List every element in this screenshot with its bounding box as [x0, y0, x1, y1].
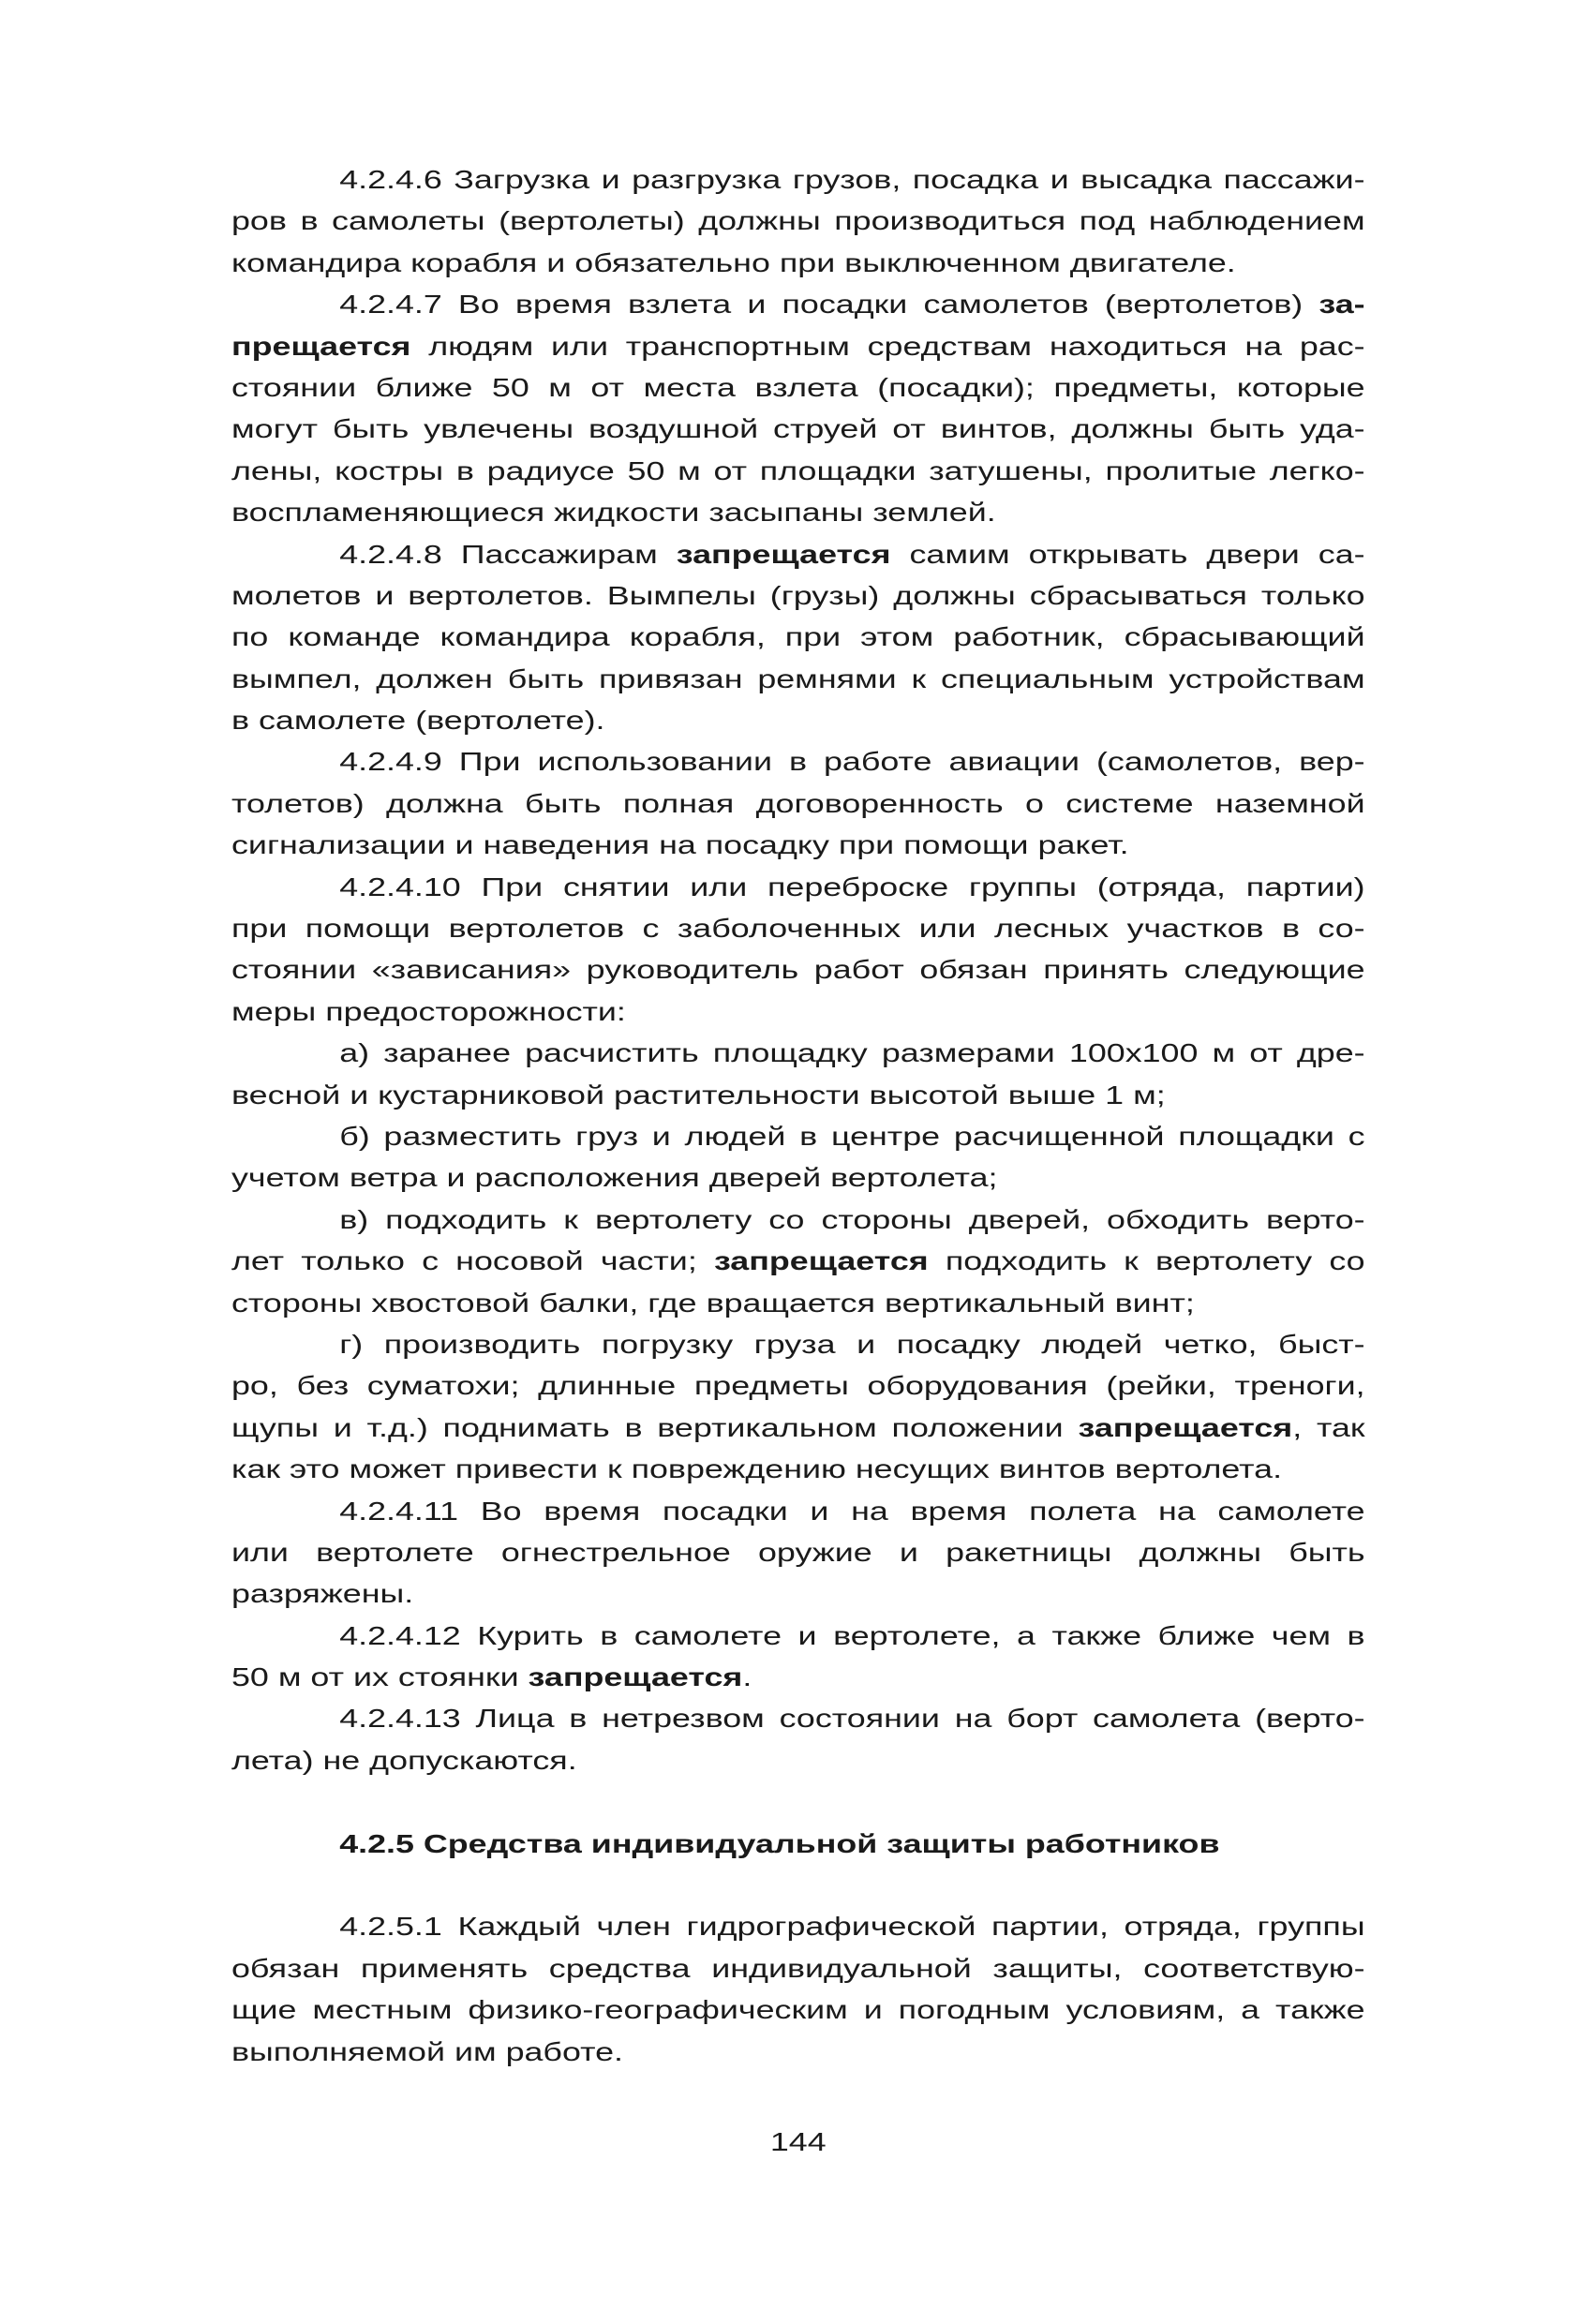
- text-line: [231, 534, 1365, 575]
- text-line: [231, 1491, 1365, 1532]
- text-line: [231, 783, 1365, 825]
- text: 4.2.4.13 Лица в нетрезвом состоянии на борт самолета (верто-: [339, 1704, 1365, 1734]
- text: как это может привести к повреждению несущих винтов вертолета.: [231, 1454, 1283, 1484]
- paragraph: [231, 1906, 1365, 2073]
- text: весной и кустарниковой растительности высотой выше 1 м;: [231, 1080, 1166, 1110]
- text-line: [231, 659, 1365, 700]
- text: или вертолете огнестрельное оружие и ракетницы должны быть: [231, 1537, 1365, 1567]
- text-line: [231, 367, 1365, 409]
- text: в самолете (вертолете).: [231, 706, 605, 736]
- text: самим открывать двери са-: [890, 539, 1365, 569]
- text: разряжены.: [231, 1579, 414, 1609]
- paragraph: [231, 867, 1365, 1034]
- text-line: [231, 1408, 1365, 1449]
- text-line: [231, 1532, 1365, 1573]
- blank-line: [231, 1781, 1365, 1823]
- text-line: [231, 1075, 1365, 1116]
- text-line: [231, 867, 1365, 908]
- text-line: [231, 451, 1365, 492]
- text: 4.2.4.11 Во время посадки и на время полета на самолете: [339, 1496, 1365, 1526]
- bold-text: запрещается: [676, 539, 891, 569]
- text-line: [231, 326, 1365, 367]
- text: г) производить погрузку груза и посадку людей четко, быст-: [339, 1329, 1365, 1359]
- text-line: [231, 492, 1365, 533]
- text-line: [231, 409, 1365, 450]
- text: обязан применять средства индивидуальной защиты, соответствую-: [231, 1953, 1365, 1983]
- text-line: [231, 991, 1365, 1033]
- text: , так: [1292, 1412, 1365, 1442]
- text: могут быть увлечены воздушной струей от винтов, должны быть уда-: [231, 414, 1365, 444]
- bold-text: запрещается: [1078, 1412, 1293, 1442]
- text: вымпел, должен быть привязан ремнями к специальным устройствам: [231, 663, 1365, 693]
- text: меры предосторожности:: [231, 996, 626, 1026]
- paragraph: [231, 1491, 1365, 1616]
- paragraph: [231, 1033, 1365, 1116]
- text: стоянии «зависания» руководитель работ обязан принять следующие: [231, 955, 1365, 985]
- text: лета) не допускаются.: [231, 1745, 577, 1775]
- text-line: [231, 1449, 1365, 1490]
- bold-text: запрещается: [713, 1246, 929, 1276]
- text: 4.2.4.9 При использовании в работе авиации (самолетов, вер-: [339, 747, 1365, 777]
- paragraph: [231, 1199, 1365, 1324]
- text-line: [231, 1824, 1365, 1865]
- text-line: [231, 284, 1365, 325]
- paragraph: [231, 1698, 1365, 1781]
- text: стоянии ближе 50 м от места взлета (посадки); предметы, которые: [231, 372, 1365, 402]
- text: сигнализации и наведения на посадку при помощи ракет.: [231, 830, 1129, 860]
- text-line: [231, 1989, 1365, 2031]
- text: учетом ветра и расположения дверей вертолета;: [231, 1163, 998, 1193]
- text-line: [231, 617, 1365, 658]
- text-line: [231, 243, 1365, 284]
- text: ро, без суматохи; длинные предметы оборудования (рейки, треноги,: [231, 1371, 1365, 1401]
- text-line: [231, 949, 1365, 991]
- page-number: 144: [769, 2127, 827, 2156]
- text: молетов и вертолетов. Вымпелы (грузы) должны сбрасываться только: [231, 580, 1365, 610]
- text-line: [231, 825, 1365, 866]
- paragraph: [231, 741, 1365, 866]
- paragraph: [231, 1116, 1365, 1199]
- text: лет только с носовой части;: [231, 1246, 714, 1276]
- text: по команде командира корабля, при этом работник, сбрасывающий: [231, 622, 1365, 652]
- text: лены, костры в радиусе 50 м от площадки затушены, пролитые легко-: [231, 455, 1365, 485]
- text-line: [231, 1616, 1365, 1657]
- bold-text: 4.2.5 Средства индивидуальной защиты работников: [339, 1828, 1220, 1858]
- text-line: [231, 1199, 1365, 1241]
- text: толетов) должна быть полная договоренность о системе наземной: [231, 788, 1365, 818]
- text-line: [231, 1906, 1365, 1947]
- text: людям или транспортным средствам находиться на рас-: [410, 331, 1365, 361]
- text-line: [231, 1573, 1365, 1615]
- text: 4.2.4.10 При снятии или переброске группы (отряда, партии): [339, 872, 1365, 901]
- text-line: [231, 1948, 1365, 1989]
- blank-line: [231, 1865, 1365, 1906]
- text: 4.2.5.1 Каждый член гидрографической партии, отряда, группы: [339, 1912, 1365, 1942]
- text: подходить к вертолету со: [928, 1246, 1365, 1276]
- section-heading: [231, 1824, 1365, 1865]
- text: 4.2.4.6 Загрузка и разгрузка грузов, посадка и высадка пассажи-: [339, 165, 1365, 194]
- text-line: [231, 1283, 1365, 1324]
- text-line: [231, 201, 1365, 242]
- text: воспламеняющиеся жидкости засыпаны землей.: [231, 498, 996, 528]
- text-line: [231, 1365, 1365, 1407]
- text: 4.2.4.7 Во время взлета и посадки самолетов (вертолетов): [339, 290, 1319, 320]
- text-line: [231, 575, 1365, 617]
- text: командира корабля и обязательно при выключенном двигателе.: [231, 247, 1236, 277]
- text: 50 м от их стоянки: [231, 1662, 529, 1692]
- document-body: [231, 159, 1365, 2073]
- text-line: [231, 1324, 1365, 1365]
- text-line: [231, 1698, 1365, 1739]
- paragraph: [231, 159, 1365, 284]
- paragraph: [231, 284, 1365, 533]
- text: стороны хвостовой балки, где вращается вертикальный винт;: [231, 1288, 1195, 1318]
- text: 4.2.4.12 Курить в самолете и вертолете, а также ближе чем в: [339, 1620, 1365, 1650]
- text: ров в самолеты (вертолеты) должны производиться под наблюдением: [231, 206, 1365, 236]
- text-line: [231, 908, 1365, 949]
- text: при помощи вертолетов с заболоченных или лесных участков в со-: [231, 914, 1365, 944]
- paragraph: [231, 534, 1365, 742]
- text-line: [231, 1033, 1365, 1074]
- text-line: [231, 1657, 1365, 1698]
- text: .: [742, 1662, 752, 1692]
- text: б) разместить груз и людей в центре расчищенной площадки с: [339, 1121, 1365, 1151]
- text-line: [231, 700, 1365, 741]
- text-line: [231, 2032, 1365, 2073]
- text-line: [231, 1241, 1365, 1282]
- text-line: [231, 1740, 1365, 1781]
- bold-text: запрещается: [528, 1662, 743, 1692]
- text: а) заранее расчистить площадку размерами 100х100 м от дре-: [339, 1038, 1365, 1068]
- text-line: [231, 741, 1365, 782]
- paragraph: [231, 1324, 1365, 1491]
- text: щие местным физико-географическим и погодным условиям, а также: [231, 1995, 1365, 2025]
- text-line: [231, 1157, 1365, 1199]
- paragraph: [231, 1616, 1365, 1699]
- bold-text: прещается: [231, 331, 411, 361]
- text: в) подходить к вертолету со стороны дверей, обходить верто-: [339, 1204, 1365, 1234]
- text: выполняемой им работе.: [231, 2036, 624, 2066]
- bold-text: за-: [1318, 290, 1365, 320]
- text: щупы и т.д.) поднимать в вертикальном положении: [231, 1412, 1079, 1442]
- text-line: [231, 1116, 1365, 1157]
- text: 4.2.4.8 Пассажирам: [339, 539, 677, 569]
- text-line: [231, 159, 1365, 201]
